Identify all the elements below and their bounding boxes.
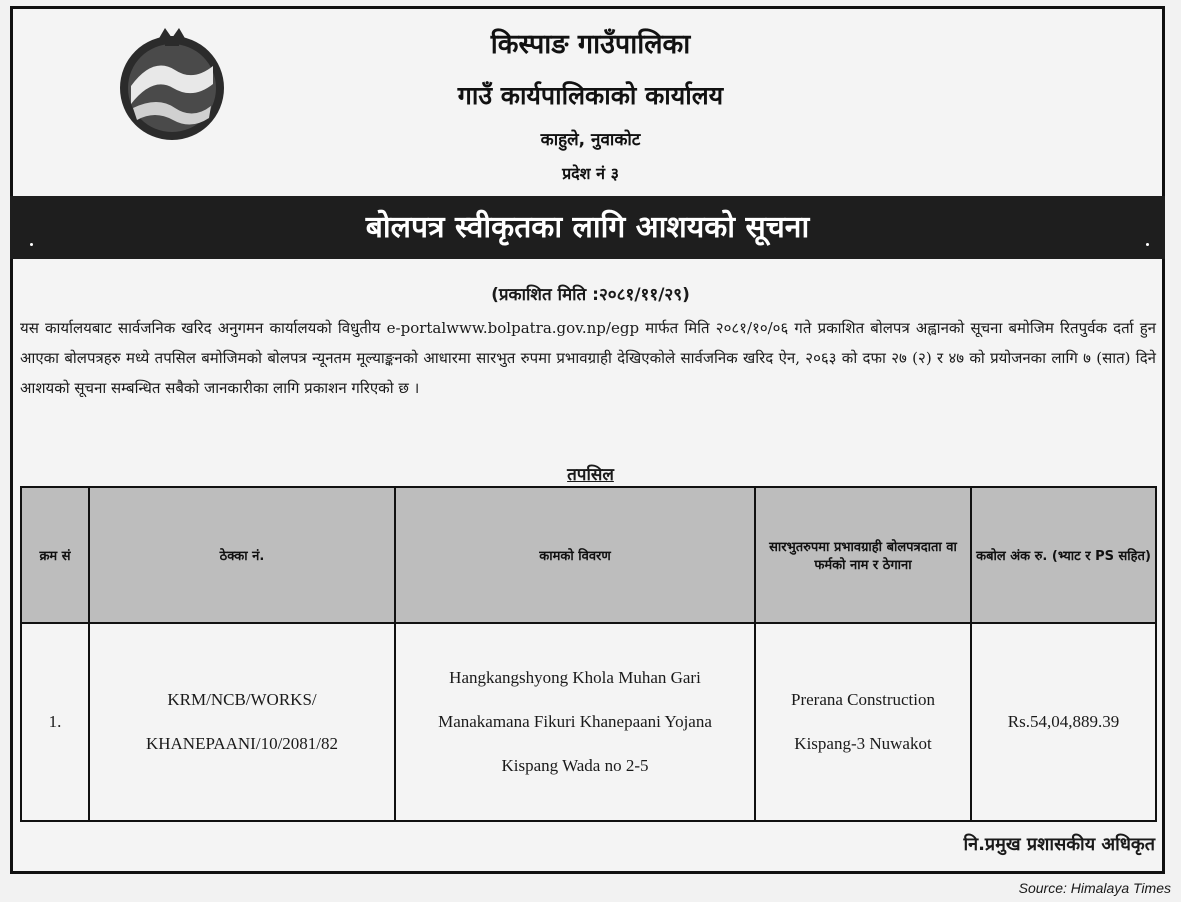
notice-title-banner	[10, 196, 1165, 259]
decorative-dot	[1146, 243, 1149, 246]
published-date: (प्रकाशित मिति :२०८१/११/२९)	[491, 285, 690, 305]
cell-contract-no	[89, 623, 395, 821]
table-caption: तपसिल	[567, 465, 614, 485]
notice-body: यस कार्यालयबाट सार्वजनिक खरिद अनुगमन कार्यालयको विधुतीय e-portalwww.bolpatra.gov.np/egp मार्फत मिति २०८१/१०/०६ गते प्रकाशित बोलपत्र अह्वानको सूचना बमोजिम रितपुर्वक दर्ता हुन आएका बोलपत्रहरु मध्ये तपसिल बमोजिमको बोलपत्र न्यूनतम मूल्याङ्कनको आधारमा सारभुत रुपमा प्रभावग्राही देखिएकोले सार्वजनिक खरिद ऐन, २०६३ को दफा २७ (२) र ४७ को प्रयोजनका लागि ७ (सात) दिने आशयको सूचना सम्बन्धित सबैको जानकारीका लागि प्रकाशन गरिएको छ ।	[20, 319, 1156, 397]
cell-work-description	[395, 623, 755, 821]
header-bidder: सारभुतरुपमा प्रभावग्राही बोलपत्रदाता वा फर्मको नाम र ठेगाना	[755, 487, 971, 623]
bidder-line: Prerana Construction	[791, 690, 935, 709]
decorative-dot	[30, 243, 33, 246]
header-contract-no: ठेक्का नं.	[89, 487, 395, 623]
table-header-row	[21, 487, 1156, 623]
contract-no-line: KHANEPAANI/10/2081/82	[145, 734, 339, 753]
header-amount: कबोल अंक रु. (भ्याट र PS सहित)	[971, 487, 1156, 623]
source-credit: Source: Himalaya Times	[1018, 880, 1171, 896]
work-line: Manakamana Fikuri Khanepaani Yojana	[438, 712, 712, 731]
contract-no-line: KRM/NCB/WORKS/	[167, 690, 317, 709]
municipality-name: किस्पाङ गाउँपालिका	[490, 29, 691, 60]
province-number: प्रदेश नं ३	[562, 164, 619, 183]
table-row	[21, 623, 1156, 821]
header-work-description: कामको विवरण	[395, 487, 755, 623]
notice-title: बोलपत्र स्वीकृतका लागि आशयको सूचना	[365, 210, 810, 245]
office-subtitle: गाउँ कार्यपालिकाको कार्यालय	[457, 81, 724, 110]
cell-serial: 1.	[21, 623, 89, 821]
bidder-line: Kispang-3 Nuwakot	[794, 734, 932, 753]
bid-table	[20, 486, 1157, 822]
header-serial: क्रम सं	[21, 487, 89, 623]
work-line: Hangkangshyong Khola Muhan Gari	[449, 668, 701, 687]
cell-amount: Rs.54,04,889.39	[971, 623, 1156, 821]
signatory-title: नि.प्रमुख प्रशासकीय अधिकृत	[963, 834, 1155, 855]
work-line: Kispang Wada no 2-5	[501, 756, 649, 775]
office-location: काहुले, नुवाकोट	[540, 130, 641, 150]
cell-bidder	[755, 623, 971, 821]
